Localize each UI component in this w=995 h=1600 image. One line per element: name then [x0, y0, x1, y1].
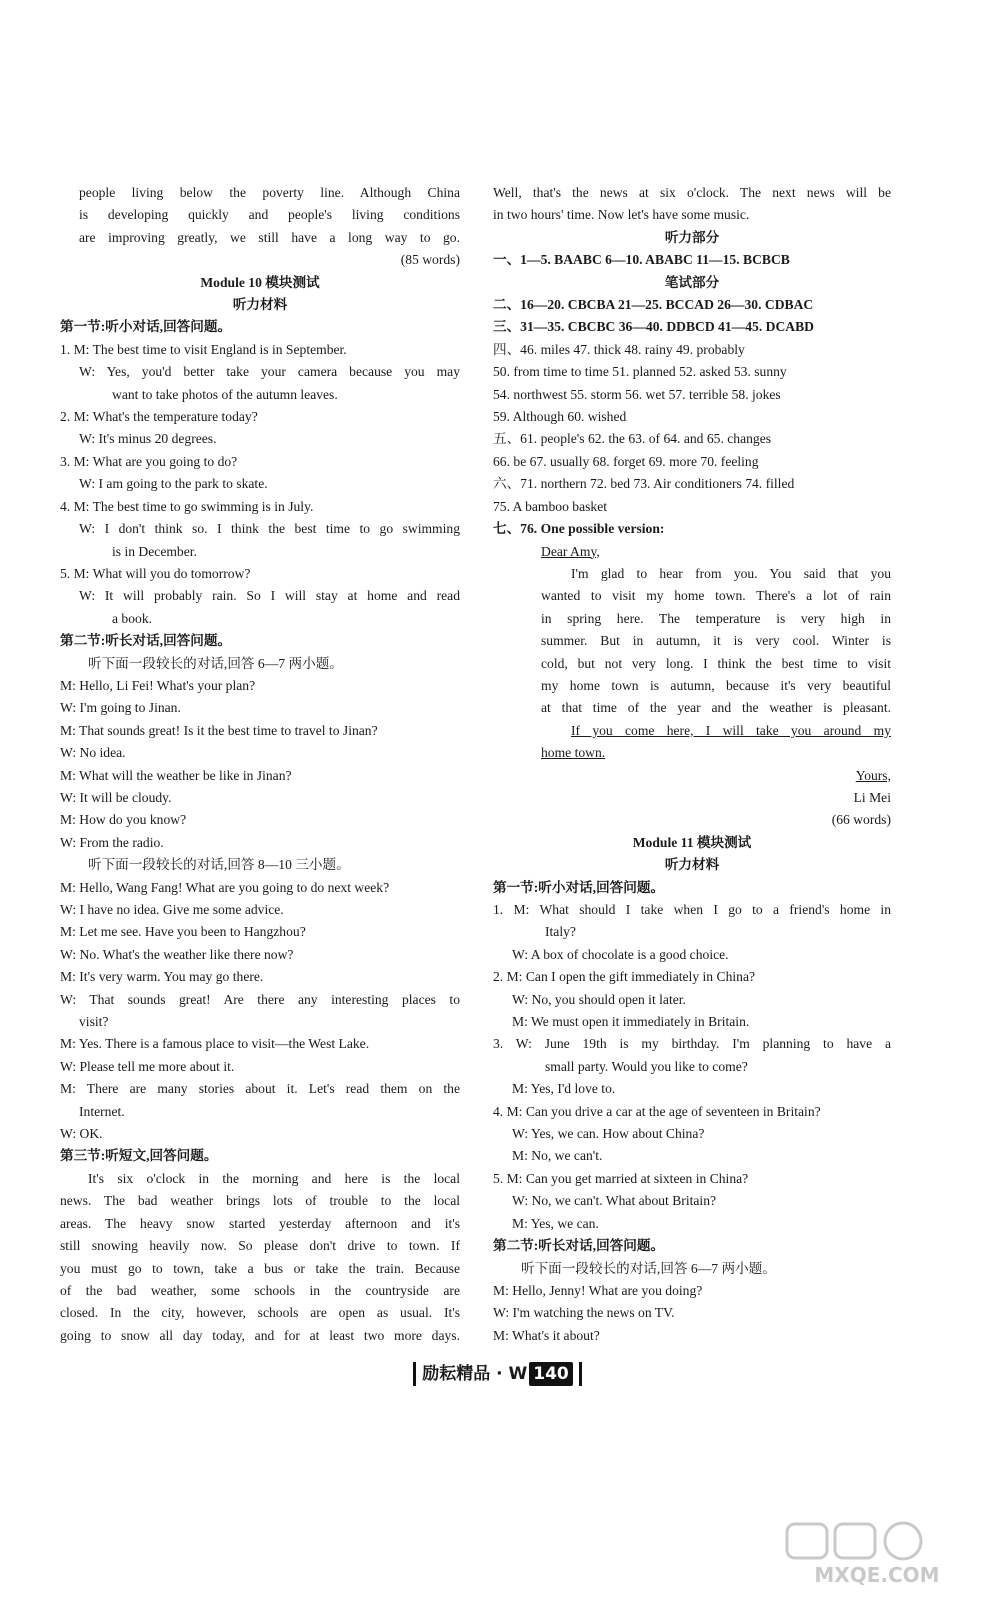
page-number: 140	[529, 1362, 573, 1386]
left_column-line: W: It will be cloudy.	[60, 789, 172, 805]
watermark-shape-1	[787, 1524, 827, 1558]
left_column-line: M: What will the weather be like in Jinan?	[60, 767, 292, 783]
left_column-line: 听下面一段较长的对话,回答 6—7 两小题。	[88, 655, 343, 671]
left_column-line: W: From the radio.	[60, 834, 164, 850]
left_column-line: W: I have no idea. Give me some advice.	[60, 902, 284, 917]
left_column-line: 第一节:听小对话,回答问题。	[60, 319, 232, 335]
left_column-line: news. The bad weather brings lots of trouble to the local	[60, 1193, 460, 1209]
left_column-line: W: OK.	[60, 1126, 103, 1142]
left_column-line: people living below the poverty line. Although China	[79, 185, 460, 200]
left_column-line: M: Hello, Li Fei! What's your plan?	[60, 677, 256, 693]
right_column-line: If you come here, I will take you around my	[571, 722, 891, 738]
footer-brand	[413, 1362, 582, 1386]
right_column-line: (66 words)	[831, 812, 891, 828]
right_column-line: 一、1—5. BAABC 6—10. ABABC 11—15. BCBCB	[493, 252, 790, 268]
left_column-line: 听力材料	[232, 297, 288, 313]
left_column-line: W: No idea.	[60, 745, 126, 761]
right_column-line: M: We must open it immediately in Britain.	[512, 1014, 750, 1030]
left_column-line: 第三节:听短文,回答问题。	[60, 1148, 218, 1164]
left_column-line: W: Yes, you'd better take your camera because you may	[79, 364, 460, 380]
left_column-line: 第二节:听长对话,回答问题。	[60, 633, 232, 649]
right_column-line: 5. M: Can you get married at sixteen in China?	[493, 1170, 749, 1186]
right_column-line: M: Yes, I'd love to.	[512, 1081, 616, 1097]
left_column-line: 5. M: What will you do tomorrow?	[60, 565, 251, 581]
left_column-line: 3. M: What are you going to do?	[60, 453, 238, 469]
right_column-line: 听力部分	[664, 229, 720, 245]
right_column-line: 第一节:听小对话,回答问题。	[493, 879, 665, 895]
right_column-line: 四、46. miles 47. thick 48. rainy 49. probably	[493, 341, 745, 357]
left_column-line: M: That sounds great! Is it the best time to travel to Jinan?	[60, 722, 378, 738]
left_column-line: 1. M: The best time to visit England is in September.	[60, 341, 347, 357]
right_column-line: 笔试部分	[664, 274, 720, 290]
left_column-line: is developing quickly and people's living conditions	[79, 207, 460, 223]
right_column-line: cold, but not very long. I think the best time to visit	[541, 655, 891, 671]
right_column-line: 听力材料	[664, 857, 720, 873]
right_column-line: 59. Although 60. wished	[493, 409, 627, 425]
left_column-line: visit?	[79, 1014, 109, 1030]
right_column-line: Yours,	[855, 767, 891, 783]
right_column-line: 4. M: Can you drive a car at the age of seventeen in Britain?	[493, 1103, 821, 1119]
right_column-line: W: I'm watching the news on TV.	[493, 1305, 675, 1321]
right_column-line: Well, that's the news at six o'clock. The next news will be	[493, 185, 891, 200]
left_column-line: is in December.	[112, 543, 197, 559]
right_column-line: Italy?	[545, 924, 576, 940]
right_column-line: 50. from time to time 51. planned 52. asked 53. sunny	[493, 364, 787, 380]
right_column-line: Li Mei	[853, 789, 891, 805]
right_column-line: M: Yes, we can.	[512, 1215, 599, 1231]
right_column-line: M: No, we can't.	[512, 1148, 603, 1164]
left-column	[60, 182, 460, 1347]
left_column-line: 2. M: What's the temperature today?	[60, 409, 258, 425]
page-footer	[0, 1362, 995, 1386]
left_column-line: W: It will probably rain. So I will stay at home and read	[79, 588, 460, 604]
footer-brand-text: 励耘精品 · W	[422, 1364, 528, 1384]
right_column-line: 66. be 67. usually 68. forget 69. more 70. feeling	[493, 453, 759, 469]
watermark-logo	[777, 1520, 977, 1590]
right_column-line: 2. M: Can I open the gift immediately in China?	[493, 969, 756, 985]
left_column-line: a book.	[112, 610, 153, 626]
left_column-line: M: Let me see. Have you been to Hangzhou?	[60, 924, 306, 940]
right_column-line: W: Yes, we can. How about China?	[512, 1126, 705, 1142]
right_column-line: at that time of the year and the weather is pleasant.	[541, 700, 891, 716]
left_column-line: areas. The heavy snow started yesterday afternoon and it's	[60, 1215, 460, 1231]
left_column-line: going to snow all day today, and for at least two more days.	[60, 1327, 460, 1343]
right_column-line: I'm glad to hear from you. You said that you	[571, 565, 891, 581]
right_column-line: 三、31—35. CBCBC 36—40. DDBCD 41—45. DCABD	[493, 319, 814, 335]
right_column-line: my home town is autumn, because it's very beautiful	[541, 677, 891, 693]
left_column-line: W: Please tell me more about it.	[60, 1058, 235, 1074]
right_column-line: summer. But in autumn, it is very cool. Winter is	[541, 633, 891, 649]
left_column-line: 4. M: The best time to go swimming is in July.	[60, 498, 314, 514]
right_column-line: small party. Would you like to come?	[545, 1058, 748, 1074]
left_column-line: of the bad weather, some schools in the countryside are	[60, 1282, 460, 1298]
left_column-line: It's six o'clock in the morning and here is the local	[88, 1170, 460, 1186]
right_column-line: 54. northwest 55. storm 56. wet 57. terrible 58. jokes	[493, 386, 781, 402]
right_column-line: Module 11 模块测试	[632, 834, 752, 850]
left_column-line: W: I'm going to Jinan.	[60, 700, 181, 716]
left_column-line: are improving greatly, we still have a long way to go.	[79, 229, 460, 245]
left_column-line: M: Yes. There is a famous place to visit—the West Lake.	[60, 1036, 370, 1052]
left_column-line: W: I am going to the park to skate.	[79, 476, 268, 492]
left_column-line: you must go to town, take a bus or take the train. Because	[60, 1260, 460, 1276]
right_column-line: 六、71. northern 72. bed 73. Air conditioners 74. filled	[493, 476, 795, 492]
right_column-line: 1. M: What should I take when I go to a friend's home in	[493, 902, 891, 917]
watermark-shape-3	[885, 1523, 921, 1559]
left_column-line: 听下面一段较长的对话,回答 8—10 三小题。	[88, 857, 350, 873]
right_column-line: 五、61. people's 62. the 63. of 64. and 65. changes	[493, 431, 772, 447]
right_column-line: 二、16—20. CBCBA 21—25. BCCAD 26—30. CDBAC	[493, 297, 814, 313]
right_column-line: 75. A bamboo basket	[493, 498, 608, 514]
left_column-line: W: No. What's the weather like there now?	[60, 946, 294, 962]
left_column-line: (85 words)	[400, 252, 460, 268]
left_column-line: W: It's minus 20 degrees.	[79, 431, 217, 447]
right-column	[493, 182, 891, 1347]
left_column-line: M: There are many stories about it. Let's read them on the	[60, 1081, 460, 1097]
left_column-line: M: Hello, Wang Fang! What are you going to do next week?	[60, 879, 390, 895]
right_column-line: wanted to visit my home town. There's a lot of rain	[541, 588, 891, 604]
left_column-line: still snowing heavily now. So please don't drive to town. If	[60, 1238, 460, 1254]
right_column-line: M: What's it about?	[493, 1327, 600, 1343]
right_column-line: home town.	[541, 745, 606, 761]
left_column-line: want to take photos of the autumn leaves.	[112, 386, 338, 402]
left_column-line: M: How do you know?	[60, 812, 187, 828]
right_column-line: 听下面一段较长的对话,回答 6—7 两小题。	[521, 1260, 776, 1276]
watermark-text: MXQE.COM	[814, 1563, 940, 1587]
right_column-line: in two hours' time. Now let's have some music.	[493, 207, 750, 223]
right_column-line: W: No, we can't. What about Britain?	[512, 1193, 717, 1209]
right_column-line: 3. W: June 19th is my birthday. I'm planning to have a	[493, 1036, 891, 1052]
right_column-line: in spring here. The temperature is very high in	[541, 610, 891, 626]
watermark-shape-2	[835, 1524, 875, 1558]
left_column-line: W: That sounds great! Are there any interesting places to	[60, 991, 460, 1007]
left_column-line: Module 10 模块测试	[200, 274, 320, 290]
right_column-line: W: No, you should open it later.	[512, 991, 686, 1007]
left_column-line: M: It's very warm. You may go there.	[60, 969, 264, 985]
right_column-line: Dear Amy,	[541, 543, 600, 559]
right_column-line: W: A box of chocolate is a good choice.	[512, 946, 729, 962]
right_column-line: M: Hello, Jenny! What are you doing?	[493, 1282, 703, 1298]
left_column-line: W: I don't think so. I think the best time to go swimming	[79, 521, 460, 537]
right_column-line: 七、76. One possible version:	[493, 521, 665, 537]
left_column-line: Internet.	[79, 1103, 125, 1119]
right_column-line: 第二节:听长对话,回答问题。	[493, 1238, 665, 1254]
left_column-line: closed. In the city, however, schools are open as usual. It's	[60, 1305, 460, 1321]
